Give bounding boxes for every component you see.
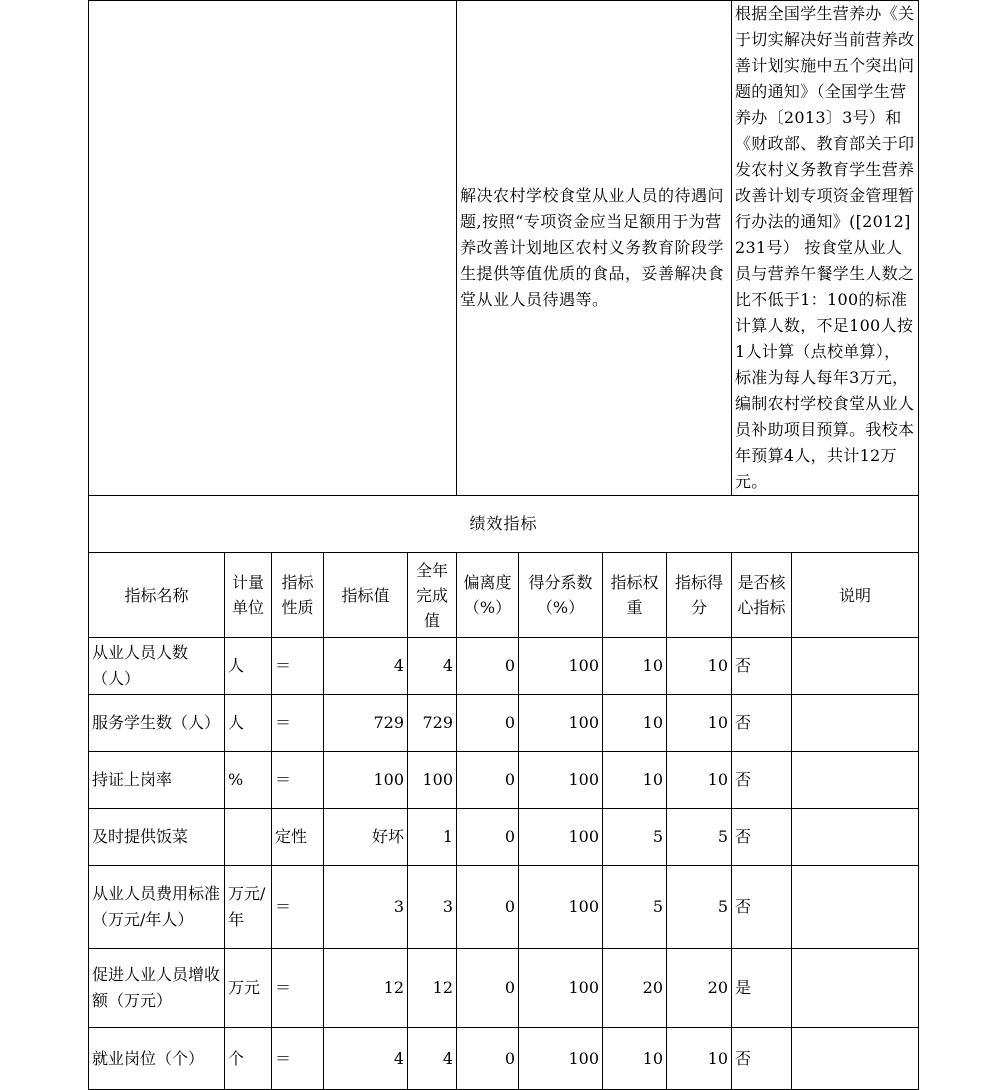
header-score: 指标得分 xyxy=(667,553,732,638)
indicator-nature: ＝ xyxy=(272,949,324,1028)
header-unit: 计量单位 xyxy=(225,553,272,638)
indicator-deviation: 0 xyxy=(457,1028,519,1090)
header-core: 是否核心指标 xyxy=(732,553,792,638)
blank-cell xyxy=(89,1,457,496)
indicator-note xyxy=(792,752,919,809)
indicator-core: 否 xyxy=(732,809,792,866)
indicator-nature: ＝ xyxy=(272,695,324,752)
indicator-nature: ＝ xyxy=(272,1028,324,1090)
indicator-coef: 100 xyxy=(519,638,603,695)
indicator-target: 好坏 xyxy=(324,809,408,866)
indicator-unit xyxy=(225,809,272,866)
indicator-unit: 人 xyxy=(225,695,272,752)
indicator-deviation: 0 xyxy=(457,866,519,949)
indicator-unit: 个 xyxy=(225,1028,272,1090)
indicator-unit: 人 xyxy=(225,638,272,695)
table-row xyxy=(89,638,919,695)
indicator-core: 否 xyxy=(732,638,792,695)
indicator-name: 从业人员人数（人） xyxy=(89,638,225,695)
indicator-core: 否 xyxy=(732,695,792,752)
indicator-unit: % xyxy=(225,752,272,809)
indicator-target: 100 xyxy=(324,752,408,809)
indicator-weight: 10 xyxy=(603,1028,667,1090)
indicator-name: 促进人业人员增收额（万元） xyxy=(89,949,225,1028)
indicator-note xyxy=(792,695,919,752)
indicator-note xyxy=(792,809,919,866)
indicator-name: 及时提供饭菜 xyxy=(89,809,225,866)
indicator-actual: 729 xyxy=(408,695,457,752)
indicator-deviation: 0 xyxy=(457,695,519,752)
indicator-target: 729 xyxy=(324,695,408,752)
indicator-unit: 万元/年 xyxy=(225,866,272,949)
indicator-name: 就业岗位（个） xyxy=(89,1028,225,1090)
indicator-score: 10 xyxy=(667,638,732,695)
indicator-coef: 100 xyxy=(519,866,603,949)
performance-table xyxy=(88,0,919,1090)
section-title-row xyxy=(89,496,919,553)
header-target: 指标值 xyxy=(324,553,408,638)
indicator-name: 服务学生数（人） xyxy=(89,695,225,752)
indicator-target: 4 xyxy=(324,638,408,695)
table-row xyxy=(89,1028,919,1090)
header-name: 指标名称 xyxy=(89,553,225,638)
indicator-deviation: 0 xyxy=(457,949,519,1028)
indicator-weight: 5 xyxy=(603,866,667,949)
header-nature: 指标性质 xyxy=(272,553,324,638)
indicator-score: 5 xyxy=(667,866,732,949)
indicator-deviation: 0 xyxy=(457,809,519,866)
indicator-nature: 定性 xyxy=(272,809,324,866)
indicator-target: 3 xyxy=(324,866,408,949)
indicator-actual: 3 xyxy=(408,866,457,949)
indicator-note xyxy=(792,638,919,695)
indicator-score: 5 xyxy=(667,809,732,866)
table-row xyxy=(89,866,919,949)
indicator-nature: ＝ xyxy=(272,866,324,949)
indicator-score: 10 xyxy=(667,695,732,752)
indicator-weight: 20 xyxy=(603,949,667,1028)
indicator-note xyxy=(792,866,919,949)
indicator-actual: 1 xyxy=(408,809,457,866)
header-deviation: 偏离度（%） xyxy=(457,553,519,638)
indicator-core: 是 xyxy=(732,949,792,1028)
header-note: 说明 xyxy=(792,553,919,638)
indicator-score: 10 xyxy=(667,752,732,809)
indicator-actual: 100 xyxy=(408,752,457,809)
indicator-note xyxy=(792,1028,919,1090)
table-row xyxy=(89,949,919,1028)
indicator-coef: 100 xyxy=(519,752,603,809)
indicator-coef: 100 xyxy=(519,1028,603,1090)
indicator-coef: 100 xyxy=(519,695,603,752)
header-actual: 全年完成值 xyxy=(408,553,457,638)
indicator-score: 20 xyxy=(667,949,732,1028)
indicator-weight: 5 xyxy=(603,809,667,866)
indicator-coef: 100 xyxy=(519,809,603,866)
header-weight: 指标权重 xyxy=(603,553,667,638)
header-coef: 得分系数（%） xyxy=(519,553,603,638)
basis-text: 根据全国学生营养办《关于切实解决好当前营养改善计划实施中五个突出问题的通知》（全国学生营养办〔2013〕3号）和《财政部、教育部关于印发农村义务教育学生营养改善计划专项资金管理暂行办法的通知》([2012]231号） 按食堂从业人员与营养午餐学生人数之比不低于1：100的标准计算人数，不足100人按1人计算（点校单算），标准为每人每年3万元，编制农村学校食堂从业人员补助项目预算。我校本年预算4人，共计12万元。 xyxy=(732,1,919,496)
indicator-core: 否 xyxy=(732,866,792,949)
header-row xyxy=(89,553,919,638)
indicator-unit: 万元 xyxy=(225,949,272,1028)
indicator-note xyxy=(792,949,919,1028)
indicator-name: 从业人员费用标准（万元/年人） xyxy=(89,866,225,949)
indicator-actual: 4 xyxy=(408,638,457,695)
table-row xyxy=(89,809,919,866)
indicator-nature: ＝ xyxy=(272,638,324,695)
indicator-nature: ＝ xyxy=(272,752,324,809)
indicator-deviation: 0 xyxy=(457,752,519,809)
indicator-coef: 100 xyxy=(519,949,603,1028)
indicator-actual: 12 xyxy=(408,949,457,1028)
indicator-score: 10 xyxy=(667,1028,732,1090)
purpose-text: 解决农村学校食堂从业人员的待遇问题,按照“专项资金应当足额用于为营养改善计划地区农村义务教育阶段学生提供等值优质的食品，妥善解决食堂从业人员待遇等。 xyxy=(457,1,732,496)
description-row xyxy=(89,1,919,496)
table-row xyxy=(89,752,919,809)
section-title: 绩效指标 xyxy=(89,496,919,553)
indicator-deviation: 0 xyxy=(457,638,519,695)
indicator-name: 持证上岗率 xyxy=(89,752,225,809)
indicator-weight: 10 xyxy=(603,752,667,809)
indicator-actual: 4 xyxy=(408,1028,457,1090)
indicator-target: 12 xyxy=(324,949,408,1028)
indicator-weight: 10 xyxy=(603,638,667,695)
table-row xyxy=(89,695,919,752)
indicator-core: 否 xyxy=(732,752,792,809)
indicator-target: 4 xyxy=(324,1028,408,1090)
indicator-core: 否 xyxy=(732,1028,792,1090)
indicator-weight: 10 xyxy=(603,695,667,752)
